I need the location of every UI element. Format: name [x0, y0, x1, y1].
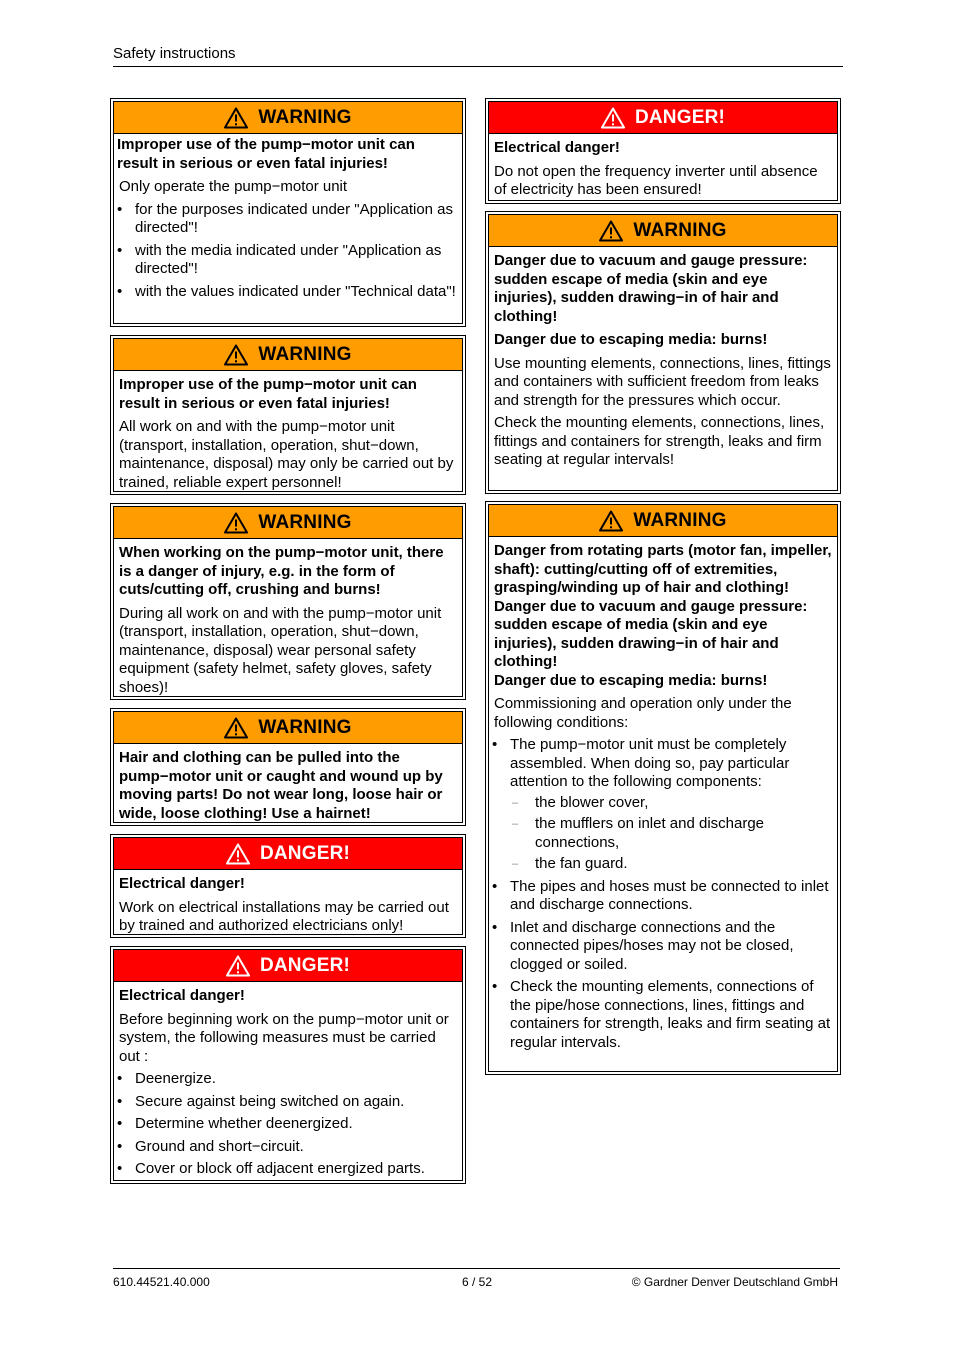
list-item-text: The pump−motor unit must be completely assembled. When doing so, pay particular attention to the following components: [510, 736, 790, 790]
page-number: 6 / 52 [461, 1275, 493, 1289]
warning-box-vacuum-pressure [485, 211, 841, 494]
list-item: • Determine whether deenergized. [117, 1115, 458, 1134]
band-label: WARNING [633, 219, 727, 241]
warning-heading: Danger due to vacuum and gauge pressure: sudden escape of media (skin and eye injuries), sudden drawing−in of hair and clothing! [494, 597, 808, 670]
warning-triangle-icon [599, 510, 623, 532]
warning-band [114, 712, 462, 744]
warning-body: Check the mounting elements, connections, lines, fittings and containers for strength, leaks and firm seating at regular intervals! [494, 414, 825, 468]
warning-bullet-list [117, 201, 458, 302]
warning-heading-burns: Danger due to escaping media: burns! [494, 331, 768, 348]
header-divider [113, 66, 843, 67]
warning-triangle-icon [224, 512, 248, 534]
warning-box-injury [110, 503, 466, 700]
header-title: Safety instructions [113, 45, 236, 62]
warning-body: Use mounting elements, connections, lines, fittings and containers with sufficient freedom from leaks and strength for the pressures which occur. [494, 354, 831, 409]
warning-triangle-icon [226, 843, 250, 865]
warning-heading: Danger due to escaping media: burns! [494, 671, 768, 689]
warning-band [114, 339, 462, 371]
band-label: WARNING [633, 509, 727, 531]
danger-band [114, 838, 462, 870]
component-sublist [510, 794, 833, 874]
danger-body: Work on electrical installations may be carried out by trained and authorized electricians only! [119, 898, 449, 934]
band-label: DANGER! [634, 106, 726, 128]
list-item: • Inlet and discharge connections and the connected pipes/hoses may not be closed, clogged or soiled. [492, 919, 833, 975]
danger-band [489, 102, 837, 134]
list-item: • Cover or block off adjacent energized parts. [117, 1160, 458, 1179]
danger-bullet-list [117, 1070, 458, 1179]
list-item: • Deenergize. [117, 1070, 458, 1089]
footer-divider [113, 1268, 840, 1269]
warning-triangle-icon [601, 107, 625, 129]
band-label: DANGER! [259, 954, 351, 976]
warning-triangle-icon [224, 107, 248, 129]
danger-box-electrical-2 [110, 946, 466, 1184]
document-number: 610.44521.40.000 [113, 1275, 210, 1289]
warning-box-hair-clothing [110, 708, 466, 826]
warning-heading: Hair and clothing can be pulled into the pump−motor unit or caught and wound up by moving parts! Do not wear long, loose hair or wide, loose clothing! Use a hairnet! [119, 749, 443, 822]
list-item: • Check the mounting elements, connections of the pipe/hose connections, lines, fittings and containers for strength, leaks and firm seating at regular intervals. [492, 978, 833, 1052]
sublist-item: – the mufflers on inlet and discharge connections, [510, 815, 833, 852]
warning-triangle-icon [226, 955, 250, 977]
danger-heading: Electrical danger! [494, 139, 620, 156]
sublist-item: – the fan guard. [510, 855, 833, 874]
warning-box-commissioning [485, 501, 841, 1075]
warning-body: All work on and with the pump−motor unit (transport, installation, operation, shut−down, maintenance, disposal) may only be carried out by trained, reliable expert personnel! [119, 418, 454, 491]
danger-box-electrical-1 [110, 834, 466, 938]
band-label: WARNING [258, 343, 352, 365]
warning-band [114, 102, 462, 134]
warning-heading: When working on the pump−motor unit, there is a danger of injury, e.g. in the form of cuts/cutting off, crushing and burns! [119, 544, 444, 598]
list-item: • Secure against being switched on again. [117, 1093, 458, 1112]
warning-bullet-list [492, 736, 833, 1052]
warning-band [114, 507, 462, 539]
warning-triangle-icon [224, 344, 248, 366]
band-label: WARNING [258, 511, 352, 533]
warning-body: Commissioning and operation only under the following conditions: [494, 695, 792, 731]
warning-body: During all work on and with the pump−motor unit (transport, installation, operation, shut−down, maintenance, disposal) wear personal safety equipment (safety helmet, safety gloves, safety shoes)! [119, 604, 442, 696]
sublist-item: – the blower cover, [510, 794, 833, 813]
list-item: • Ground and short−circuit. [117, 1138, 458, 1157]
band-label: WARNING [258, 716, 352, 738]
danger-heading: Electrical danger! [119, 875, 245, 892]
warning-band [489, 215, 837, 247]
list-item: • for the purposes indicated under "Application as directed"! [117, 201, 458, 238]
danger-body: Before beginning work on the pump−motor unit or system, the following measures must be carried out : [119, 1010, 449, 1065]
warning-box-improper-use-2 [110, 335, 466, 495]
warning-box-improper-use-1 [110, 98, 466, 327]
warning-body: Only operate the pump−motor unit [119, 178, 348, 195]
warning-heading: Danger from rotating parts (motor fan, impeller, shaft): cutting/cutting off of extremities, grasping/winding up of hair and clothing! [494, 542, 832, 596]
warning-band [489, 505, 837, 537]
list-item: • with the media indicated under "Application as directed"! [117, 242, 458, 279]
warning-heading: Improper use of the pump−motor unit can result in serious or even fatal injuries! [117, 136, 415, 172]
warning-heading: Danger due to vacuum and gauge pressure: sudden escape of media (skin and eye injuries), sudden drawing−in of hair and clothing! [494, 252, 808, 325]
band-label: DANGER! [259, 842, 351, 864]
danger-box-frequency-inverter [485, 98, 841, 204]
warning-triangle-icon [224, 717, 248, 739]
danger-band [114, 950, 462, 982]
list-item [492, 736, 833, 874]
warning-triangle-icon [599, 220, 623, 242]
danger-heading: Electrical danger! [119, 987, 245, 1004]
list-item: • The pipes and hoses must be connected to inlet and discharge connections. [492, 878, 833, 915]
danger-body: Do not open the frequency inverter until absence of electricity has been ensured! [494, 162, 818, 198]
warning-heading: Improper use of the pump−motor unit can result in serious or even fatal injuries! [119, 376, 417, 412]
band-label: WARNING [258, 106, 352, 128]
list-item: • with the values indicated under "Technical data"! [117, 283, 458, 302]
copyright: © Gardner Denver Deutschland GmbH [631, 1275, 838, 1289]
